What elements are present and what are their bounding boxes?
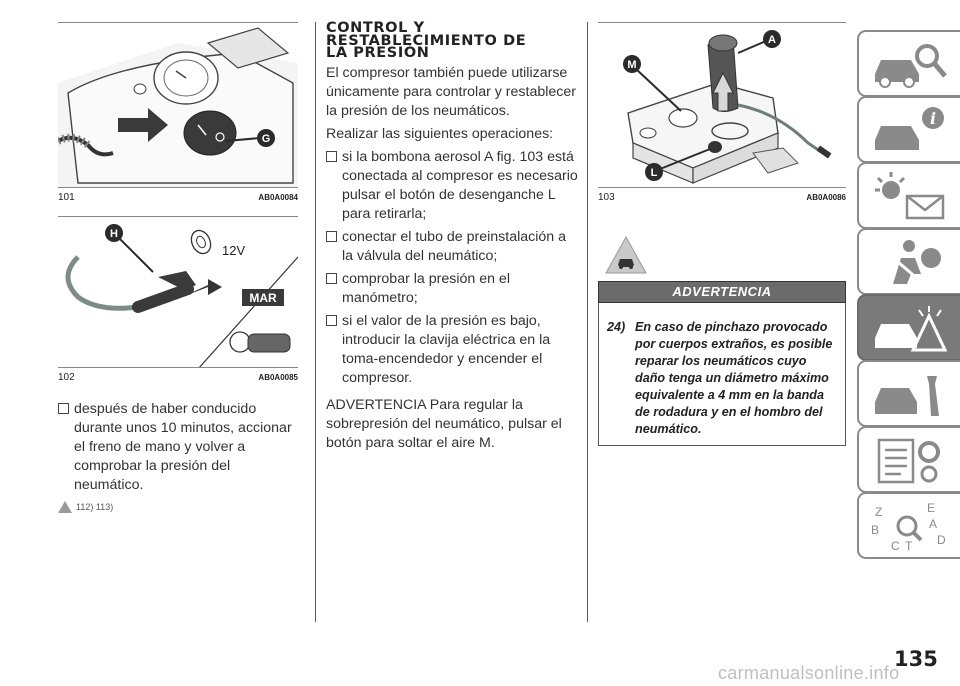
emergency-warning-triangle-icon [604, 235, 648, 275]
alphabetical-index-icon [871, 500, 951, 554]
heading-line-3: LA PRESIÓN [326, 45, 430, 61]
power-outlet-illustration [58, 217, 298, 368]
tab-car-info[interactable] [857, 96, 960, 163]
column-middle [326, 22, 578, 453]
bullet-text: si la bombona aerosol A fig. 103 está conectada al compresor es necesario pulsar el botón de desenganche L para retirarla; [342, 148, 578, 222]
list-item [326, 228, 578, 266]
figure-103-code: AB0A0086 [806, 192, 846, 202]
list-item [326, 270, 578, 308]
figure-101-number: 101 [58, 191, 75, 203]
figure-103-number: 103 [598, 191, 615, 203]
index-letter: Z [875, 505, 883, 519]
figure-102 [58, 216, 298, 368]
instruction-paragraph: Realizar las siguientes operaciones: [326, 125, 554, 142]
heading-line-1: CONTROL Y [326, 20, 425, 36]
warning-number: 24) [607, 320, 626, 334]
heading-line-2: RESTABLECIMIENTO DE [326, 32, 527, 49]
voltage-label: 12V [222, 243, 246, 258]
checkbox-bullet-icon [326, 151, 337, 162]
figure-101-caption [58, 191, 298, 203]
checkbox-bullet-icon [326, 231, 337, 242]
tab-technical-data[interactable] [857, 426, 960, 493]
note-paragraph: ADVERTENCIA Para regular la sobrepresión del neumático, pulsar el botón para soltar el aire M. [326, 396, 562, 451]
index-letter: T [905, 539, 913, 553]
list-item [326, 312, 578, 388]
car-maintenance-icon [871, 368, 951, 422]
tab-safety[interactable] [857, 228, 960, 295]
warning-references [58, 501, 298, 513]
bullet-text: si el valor de la presión es bajo, introducir la clavija eléctrica en la toma-encendedor y encender el compresor. [342, 312, 551, 386]
warning-item [607, 319, 837, 438]
compressor-aerosol-illustration [598, 23, 846, 188]
warning-header: ADVERTENCIA [598, 281, 846, 303]
callout-a: A [768, 34, 776, 46]
callout-h: H [110, 228, 118, 240]
emergency-car-icon [871, 302, 951, 356]
warning-triangle-icon [58, 501, 72, 513]
references-text: 112) 113) [76, 502, 114, 512]
figure-102-caption [58, 371, 298, 383]
page-number: 135 [894, 647, 938, 671]
mar-label: MAR [249, 291, 277, 305]
bullet-text: comprobar la presión en el manómetro; [342, 270, 510, 306]
tab-emergency[interactable] [857, 294, 960, 361]
bullet-text: conectar el tubo de preinstalación a la válvula del neumático; [342, 228, 566, 264]
technical-data-icon [871, 434, 951, 488]
warning-lights-icon [871, 170, 951, 224]
section-heading [326, 22, 578, 60]
index-letter: A [929, 517, 938, 531]
watermark: carmanualsonline.info [718, 663, 900, 683]
callout-m: M [627, 59, 637, 71]
car-search-icon [871, 38, 951, 92]
column-divider-left [315, 22, 316, 622]
figure-102-number: 102 [58, 371, 75, 383]
callout-l: L [650, 167, 658, 179]
figure-103-caption [598, 191, 846, 203]
safety-airbag-icon [871, 236, 951, 290]
checkbox-bullet-icon [326, 315, 337, 326]
tab-maintenance[interactable] [857, 360, 960, 427]
figure-101 [58, 22, 298, 188]
index-letter: E [927, 501, 936, 515]
warning-box [598, 303, 846, 446]
index-letter: B [871, 523, 880, 537]
tab-car-search[interactable] [857, 30, 960, 97]
car-info-icon [871, 104, 951, 158]
index-letter: C [891, 539, 900, 553]
list-item [326, 148, 578, 224]
column-left [58, 22, 298, 513]
index-letter: D [937, 533, 946, 547]
checkbox-bullet-icon [58, 403, 69, 414]
intro-paragraph: El compresor también puede utilizarse únicamente para controlar y restablecer la presión de los neumáticos. [326, 64, 576, 119]
column-divider-right [587, 22, 588, 622]
figure-103 [598, 22, 846, 188]
list-item [58, 400, 298, 495]
callout-g: G [261, 133, 271, 145]
tab-warning-lights[interactable] [857, 162, 960, 229]
compressor-button-illustration [58, 23, 298, 188]
svg-text:i: i [929, 109, 937, 128]
warning-text: En caso de pinchazo provocado por cuerpos extraños, es posible reparar los neumáticos cuyo daño tenga un diámetro máximo equivalente a 4 mm en la banda de rodadura y en el hombro del neumático. [635, 320, 833, 436]
checkbox-bullet-icon [326, 273, 337, 284]
bullet-text: después de haber conducido durante unos 10 minutos, accionar el freno de mano y volver a comprobar la presión del neumático. [74, 401, 292, 493]
figure-102-code: AB0A0085 [258, 372, 298, 382]
figure-101-code: AB0A0084 [258, 192, 298, 202]
column-right [598, 22, 846, 446]
tab-alphabetical-index[interactable] [857, 492, 960, 559]
